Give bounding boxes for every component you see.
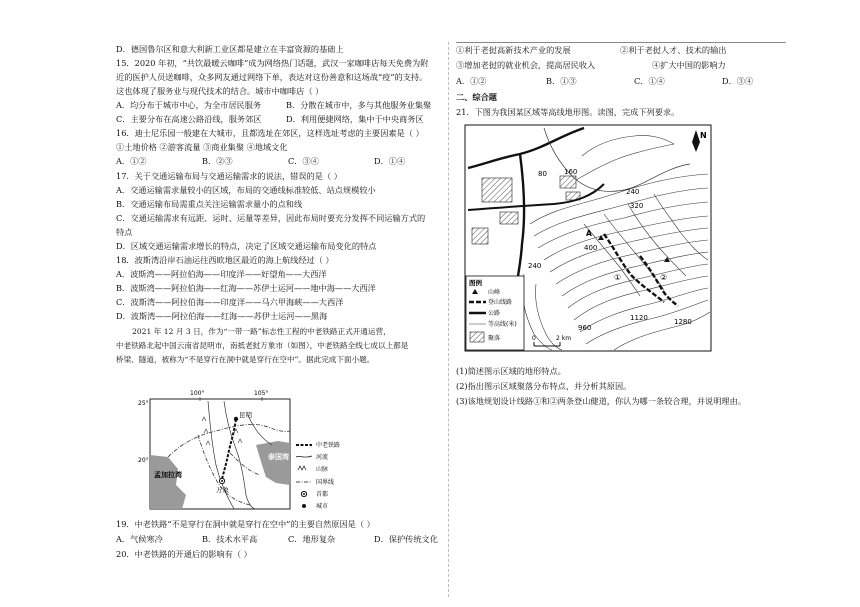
- q19-stem: 19．中老铁路“不是穿行在洞中就是穿行在空中”的主要自然原因是（ ）: [116, 519, 375, 529]
- q20-option-d: D．③④: [722, 76, 754, 86]
- contour-label-320: 320: [630, 202, 644, 210]
- contour-label-960: 960: [578, 324, 592, 332]
- q20-item-3: ③增加老挝的就业机会，提高居民收入: [456, 60, 596, 70]
- q15-option-a: A．均分布于城市中心，为全市居民服务: [116, 100, 262, 110]
- q20-item-4: ④扩大中国的影响力: [652, 60, 726, 70]
- q19-option-d: D．保护传统文化: [374, 534, 438, 544]
- column-divider: [448, 42, 449, 597]
- q14-option-d: D．德国鲁尔区和意大利新工业区都是建立在丰富资源的基础上: [116, 44, 344, 54]
- legend-mountain: 山脉: [316, 466, 329, 473]
- q16-option-a: A．①②: [116, 156, 147, 166]
- legend-peak: 山峰: [488, 289, 501, 296]
- q20-option-c: C．①④: [634, 76, 665, 86]
- point-a-label: A: [586, 229, 592, 238]
- kunming-label: 昆明: [239, 411, 252, 419]
- header-rule: [456, 42, 786, 43]
- q19-option-a: A．气候寒冷: [116, 534, 163, 544]
- legend-mountain-symbol: [298, 466, 306, 470]
- q17-option-b: B．交通运输布局需重点关注运输需求量小的点和线: [116, 199, 303, 209]
- passage-text: 中老铁路北起中国云南省昆明市，南抵老挝万象市（如图），中老铁路全线七成以上都是: [116, 341, 409, 350]
- vientiane-capital-center: [221, 480, 223, 482]
- q15-stem: 15．2020 年初，“共饮最暖云咖啡”成为网络热门话题，武汉一家咖啡店每天免费为附: [116, 58, 429, 68]
- q18-stem: 18．波斯湾沿岸石油运往西欧地区最近的海上航线经过（ ）: [116, 255, 334, 265]
- section-title: 二、综合题: [456, 92, 497, 102]
- q20-item-1: ①利于老挝高新技术产业的发展: [456, 45, 571, 55]
- settlement-area: [482, 178, 512, 202]
- legend-contour: 等高线(米): [488, 321, 517, 328]
- lon-100-label: 100°: [190, 390, 205, 397]
- q16-items: ①土地价格 ②游客流量 ③商业集聚 ④地域文化: [116, 142, 288, 152]
- contour-label-1280: 1280: [674, 318, 692, 326]
- q18-option-a: A．波斯湾——阿拉伯海——印度洋——好望角——大西洋: [116, 269, 327, 279]
- passage-text: 2021 年 12 月 3 日，作为“一带一路”标志性工程的中老铁路正式开通运营，: [132, 327, 391, 336]
- contour-label-240: 240: [626, 188, 640, 196]
- legend-trail: 登山线路: [488, 299, 513, 306]
- contour-label-240-west: 240: [528, 262, 542, 270]
- legend-river: 河流: [316, 454, 329, 461]
- legend-capital: 首都: [316, 491, 329, 498]
- lat-25-label: 25°: [138, 400, 149, 407]
- q15-option-c: C．主要分布在高速公路沿线，服务郊区: [116, 114, 262, 124]
- contour-label-400: 400: [584, 244, 598, 252]
- china-laos-railway-map: [138, 385, 380, 515]
- route-2-label: ②: [660, 273, 668, 282]
- vientiane-label: 万象: [216, 486, 229, 494]
- q15-option-b: B．分散在城市中，多与其他服务业集聚: [286, 100, 432, 110]
- route-1-label: ①: [614, 273, 622, 282]
- q16-option-c: C．③④: [288, 156, 319, 166]
- legend-title: 图例: [469, 279, 482, 287]
- q20-option-b: B．①③: [546, 76, 577, 86]
- gulf-of-thailand-label: 泰国湾: [268, 453, 289, 461]
- legend-settlement: 聚落: [488, 335, 501, 342]
- q17-option-c: C．交通运输需求有远距、运时、运量等差异，因此布局时要充分发挥不同运输方式的: [116, 213, 426, 223]
- q20-stem: 20．中老铁路的开通后的影响有（ ）: [116, 549, 252, 559]
- q21-sub-3: (3)该地规划设计线路①和②两条登山健道，你认为哪一条较合理，并说明理由。: [456, 396, 746, 406]
- q18-option-c: C．波斯湾——阿拉伯海——印度洋——马六甲海峡——大西洋: [116, 297, 344, 307]
- q18-option-d: D．波斯湾——阿拉伯海——红海——苏伊士运河——黑海: [116, 311, 328, 321]
- q15-option-d: D．利用便捷网络，集中于中央商务区: [286, 114, 424, 124]
- q17-stem: 17．关于交通运输布局与交通运输需求的说法，错误的是（ ）: [116, 171, 342, 181]
- q20-option-a: A．①②: [456, 76, 487, 86]
- q18-option-b: B．波斯湾——阿拉伯海——红海——苏伊士运河——地中海——大西洋: [116, 283, 376, 293]
- map-legend: [296, 441, 340, 510]
- q20-item-2: ②利于老挝人才、技术的输出: [620, 45, 727, 55]
- bay-of-bengal-label: 孟加拉湾: [154, 471, 182, 479]
- q17-option-c-cont: 特点: [116, 227, 133, 237]
- legend-border: 国界线: [316, 479, 335, 486]
- legend-railway: 中老铁路: [316, 442, 341, 449]
- q17-option-d: D．区域交通运输需求增长的特点，决定了区域交通运输布局变化的特点: [116, 241, 377, 251]
- contour-label-1120: 1120: [630, 314, 648, 322]
- contour-map: [464, 124, 714, 354]
- scale-label-2km: 2 km: [556, 335, 572, 342]
- q16-option-d: D．①④: [374, 156, 406, 166]
- q21-sub-2: (2)指出图示区域聚落分布特点，并分析其原因。: [456, 381, 632, 391]
- q19-option-c: C．地形复杂: [288, 534, 336, 544]
- q19-option-b: B．技术水平高: [202, 534, 258, 544]
- map-legend: [466, 276, 524, 350]
- lon-105-label: 105°: [254, 390, 269, 397]
- legend-city: 城市: [316, 503, 329, 510]
- q15-stem: 这也体现了服务业与现代技术的结合。城市中咖啡店（ ）: [116, 86, 324, 96]
- lat-20-label: 20°: [138, 457, 149, 464]
- q21-sub-1: (1)简述图示区域的地形特点。: [456, 366, 566, 376]
- settlement-area: [500, 212, 518, 224]
- q17-option-a: A．交通运输需求量较小的区域，布局的交通线标准较低、站点规模较小: [116, 185, 376, 195]
- q16-option-b: B．②③: [202, 156, 233, 166]
- q21-stem: 21．下图为我国某区域等高线地形图。读图，完成下列要求。: [456, 107, 680, 117]
- legend-road: 公路: [488, 310, 501, 317]
- settlement-area: [472, 228, 488, 244]
- passage-text: 桥梁、隧道，被称为“不是穿行在洞中就是穿行在空中”。据此完成下面小题。: [116, 355, 375, 364]
- contour-label-160: 160: [564, 168, 578, 176]
- north-label: N: [700, 131, 707, 140]
- legend-settlement-symbol: [470, 332, 484, 342]
- q16-stem: 16．迪士尼乐园一般建在大城市，且都选址在郊区，这样选址考虑的主要因素是（ ）: [116, 128, 424, 138]
- legend-capital-center: [303, 493, 305, 495]
- kunming-city-dot: [234, 417, 238, 421]
- legend-city-symbol: [302, 504, 306, 508]
- contour-label-80: 80: [538, 170, 547, 178]
- legend-river-symbol: [296, 456, 312, 457]
- q15-stem: 近的医护人员送咖啡，众多网友通过网络下单，表达对这份善意和这场战“疫”的支持。: [116, 72, 428, 82]
- scale-label-0: 0: [532, 335, 536, 342]
